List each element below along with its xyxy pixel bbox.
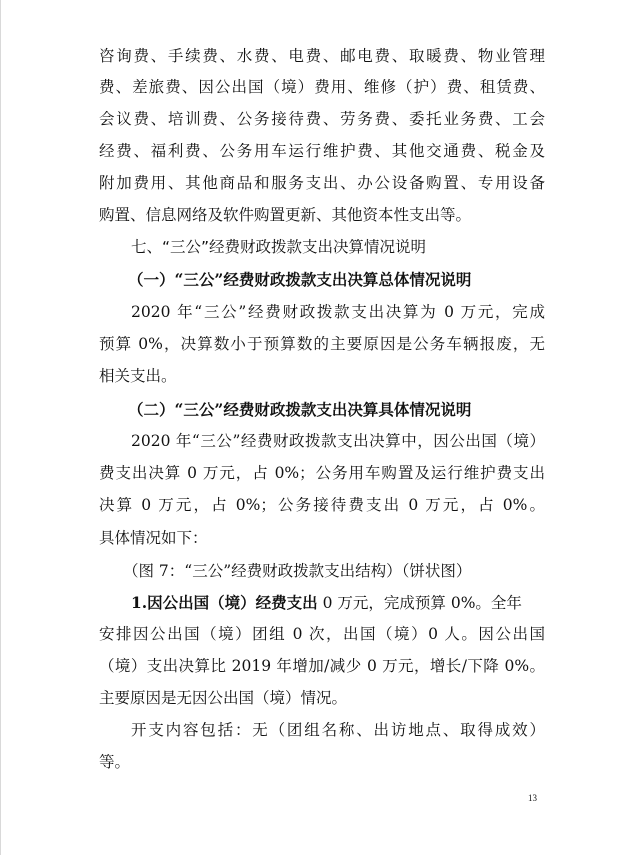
section-heading: 七、“三公”经费财政拨款支出决算情况说明	[131, 238, 427, 256]
text-line: （境）支出决算比 2019 年增加/减少 0 万元，增长/下降 0%。	[99, 657, 545, 675]
subheading-specific: （二）“三公”经费财政拨款支出决算具体情况说明	[128, 400, 472, 419]
text-line: 开支内容包括：无（团组名称、出访地点、取得成效）	[131, 721, 545, 739]
text-line: 2020 年“三公”经费财政拨款支出决算为 0 万元，完成	[131, 303, 545, 321]
text-line: 购置、信息网络及软件购置更新、其他资本性支出等。	[99, 206, 472, 224]
text-line: 决算 0 万元，占 0%；公务接待费支出 0 万元，占 0%。	[99, 496, 545, 514]
text-line: 等。	[99, 753, 131, 771]
text-line: 费、差旅费、因公出国（境）费用、维修（护）费、租赁费、	[99, 78, 545, 96]
text-line: 会议费、培训费、公务接待费、劳务费、委托业务费、工会	[99, 110, 545, 128]
text-line: 相关支出。	[99, 367, 177, 385]
text-line: 经费、福利费、公务用车运行维护费、其他交通费、税金及	[99, 142, 545, 160]
subheading-overall: （一）“三公”经费财政拨款支出决算总体情况说明	[128, 270, 472, 289]
text-line: 费支出决算 0 万元，占 0%；公务用车购置及运行维护费支出	[99, 464, 545, 482]
text-line: 咨询费、手续费、水费、电费、邮电费、取暖费、物业管理	[99, 47, 545, 65]
text-line: 主要原因是无因公出国（境）情况。	[99, 689, 348, 707]
text-line: 安排因公出国（境）团组 0 次，出国（境）0 人。因公出国	[99, 625, 545, 643]
item-one-first-line	[131, 587, 545, 619]
figure-caption: （图 7：“三公”经费财政拨款支出结构）（饼状图）	[123, 562, 472, 580]
page-number: 13	[528, 793, 537, 803]
text-line: 2020 年“三公”经费财政拨款支出决算中，因公出国（境）	[131, 432, 545, 450]
item-one-label: 1.因公出国（境）经费支出	[131, 593, 318, 612]
text-line: 附加费用、其他商品和服务支出、办公设备购置、专用设备	[99, 174, 545, 192]
text-line: 预算 0%，决算数小于预算数的主要原因是公务车辆报废，无	[99, 335, 545, 353]
text-line: 具体情况如下：	[99, 529, 208, 547]
item-one-text: 0 万元，完成预算 0%。全年	[317, 594, 522, 612]
